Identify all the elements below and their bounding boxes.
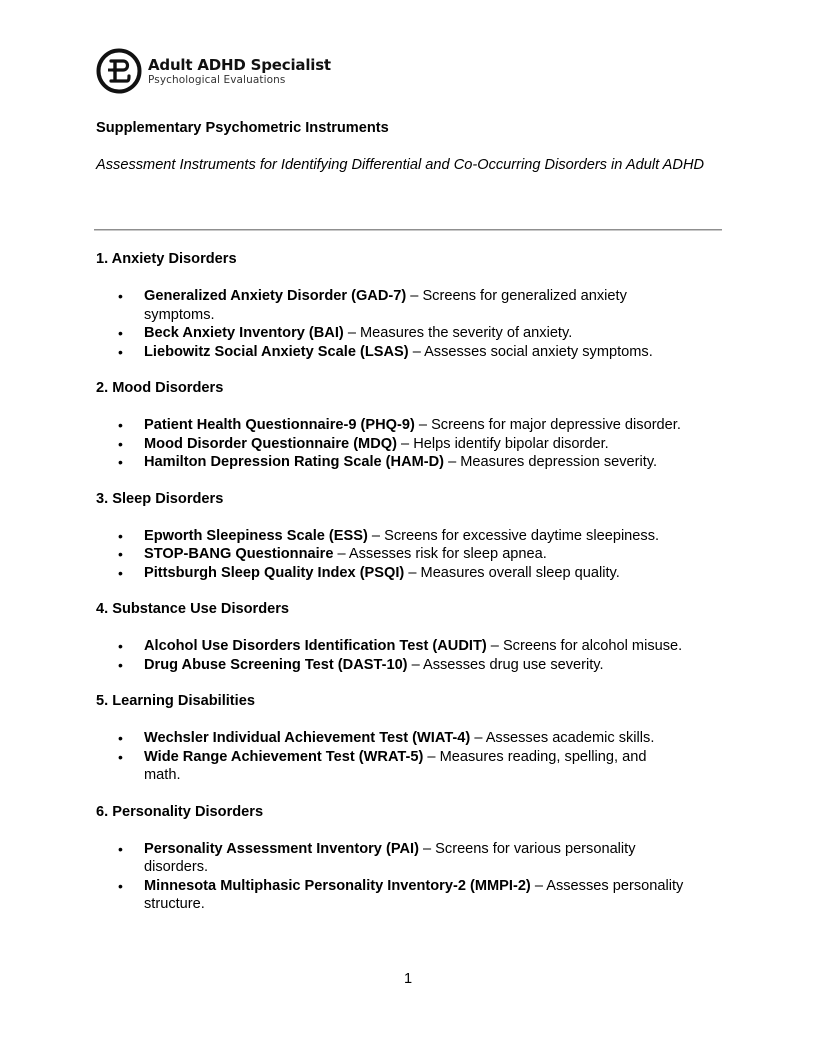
instrument-description: Screens for generalized anxiety symptoms.	[144, 288, 627, 323]
section-5	[96, 692, 726, 785]
bullet-icon: •	[118, 325, 123, 341]
bullet-icon: •	[118, 288, 123, 304]
logo-title: Adult ADHD Specialist	[148, 55, 331, 74]
dash-separator: –	[404, 564, 421, 581]
section-heading: 2. Mood Disorders	[96, 380, 224, 396]
section-heading: 1. Anxiety Disorders	[96, 251, 237, 267]
instrument-description: Screens for various personality disorders.	[144, 840, 636, 875]
bullet-icon: •	[118, 435, 123, 452]
list-item	[96, 748, 726, 785]
list-item	[96, 637, 726, 656]
page-number: 1	[403, 971, 413, 987]
dash-separator: –	[444, 454, 461, 470]
list-item	[96, 527, 726, 546]
bullet-icon: •	[118, 564, 123, 581]
instrument-list	[96, 637, 726, 674]
bullet-icon: •	[118, 840, 123, 857]
instrument-list	[96, 416, 726, 472]
section-4	[96, 600, 726, 674]
instrument-description: Measures reading, spelling, and math.	[144, 748, 647, 783]
section-heading: 4. Substance Use Disorders	[96, 601, 290, 617]
list-item	[96, 656, 726, 675]
dash-separator: –	[530, 877, 547, 894]
instrument-sections	[96, 250, 726, 914]
list-item	[96, 416, 726, 435]
bullet-icon: •	[118, 638, 123, 654]
dash-separator: –	[343, 325, 361, 341]
logo	[96, 47, 331, 95]
list-item	[96, 453, 726, 472]
instrument-name: Wechsler Individual Achievement Test (WIAT-4)	[144, 730, 471, 746]
instrument-description: Screens for alcohol misuse.	[502, 638, 683, 654]
instrument-description: Measures depression severity.	[460, 454, 658, 470]
section-1	[96, 250, 726, 361]
instrument-name: Drug Abuse Screening Test (DAST-10)	[144, 656, 408, 673]
section-3	[96, 490, 726, 583]
section-heading: 3. Sleep Disorders	[96, 490, 224, 507]
list-item	[96, 840, 726, 877]
list-item	[96, 877, 726, 914]
logo-subtitle: Psychological Evaluations	[148, 73, 286, 86]
instrument-name: Epworth Sleepiness Scale (ESS)	[144, 527, 368, 544]
section-6	[96, 803, 726, 914]
list-item	[96, 729, 726, 748]
list-item	[96, 435, 726, 454]
section-heading: 5. Learning Disabilities	[96, 693, 255, 709]
instrument-list	[96, 729, 726, 785]
bullet-icon: •	[118, 527, 123, 544]
instrument-name: Personality Assessment Inventory (PAI)	[144, 840, 419, 857]
instrument-name: Alcohol Use Disorders Identification Test (AUDIT)	[144, 638, 487, 654]
instrument-description: Helps identify bipolar disorder.	[413, 435, 609, 452]
instrument-name: Generalized Anxiety Disorder (GAD-7)	[144, 288, 407, 304]
instrument-description: Screens for major depressive disorder.	[431, 417, 681, 433]
dash-separator: –	[408, 343, 425, 360]
bullet-icon: •	[118, 417, 123, 433]
dash-separator: –	[406, 288, 423, 304]
instrument-description: Measures overall sleep quality.	[420, 564, 620, 581]
dash-separator: –	[486, 638, 503, 654]
instrument-description: Measures the severity of anxiety.	[360, 325, 573, 341]
dash-separator: –	[418, 840, 436, 857]
bullet-icon: •	[118, 748, 123, 765]
document-title: Supplementary Psychometric Instruments	[96, 120, 389, 136]
instrument-name: Patient Health Questionnaire-9 (PHQ-9)	[144, 417, 415, 433]
instrument-name: Beck Anxiety Inventory (BAI)	[144, 325, 344, 341]
instrument-name: Wide Range Achievement Test (WRAT-5)	[144, 748, 424, 765]
bullet-icon: •	[118, 877, 123, 894]
horizontal-divider	[94, 229, 722, 231]
dash-separator: –	[423, 748, 440, 765]
dash-separator: –	[414, 417, 432, 433]
section-2	[96, 379, 726, 472]
bullet-icon: •	[118, 454, 123, 470]
list-item	[96, 343, 726, 362]
circled-ep-monogram-icon	[96, 48, 142, 94]
bullet-icon: •	[118, 343, 123, 360]
instrument-description: Assesses personality structure.	[144, 877, 684, 912]
dash-separator: –	[396, 435, 414, 452]
instrument-name: Mood Disorder Questionnaire (MDQ)	[144, 435, 397, 452]
dash-separator: –	[367, 527, 385, 544]
instrument-name: Pittsburgh Sleep Quality Index (PSQI)	[144, 564, 405, 581]
instrument-description: Assesses social anxiety symptoms.	[424, 343, 653, 360]
dash-separator: –	[333, 546, 349, 562]
bullet-icon: •	[118, 546, 123, 562]
instrument-list	[96, 287, 726, 361]
instrument-description: Screens for excessive daytime sleepiness.	[384, 527, 660, 544]
instrument-description: Assesses academic skills.	[485, 730, 655, 746]
list-item	[96, 324, 726, 343]
list-item	[96, 564, 726, 583]
section-heading: 6. Personality Disorders	[96, 803, 264, 820]
instrument-name: STOP-BANG Questionnaire	[144, 546, 334, 562]
instrument-name: Minnesota Multiphasic Personality Inventory-2 (MMPI-2)	[144, 877, 531, 894]
instrument-name: Hamilton Depression Rating Scale (HAM-D)	[144, 454, 445, 470]
list-item	[96, 545, 726, 564]
instrument-name: Liebowitz Social Anxiety Scale (LSAS)	[144, 343, 409, 360]
logo-text	[148, 57, 331, 86]
instrument-description: Assesses drug use severity.	[422, 656, 604, 673]
instrument-description: Assesses risk for sleep apnea.	[348, 546, 547, 562]
instrument-list	[96, 840, 726, 914]
dash-separator: –	[407, 656, 423, 673]
list-item	[96, 287, 726, 324]
bullet-icon: •	[118, 730, 123, 746]
bullet-icon: •	[118, 656, 123, 673]
dash-separator: –	[470, 730, 486, 746]
document-subtitle: Assessment Instruments for Identifying Differential and Co-Occurring Disorders in Adult ADHD	[96, 157, 705, 173]
instrument-list	[96, 527, 726, 583]
